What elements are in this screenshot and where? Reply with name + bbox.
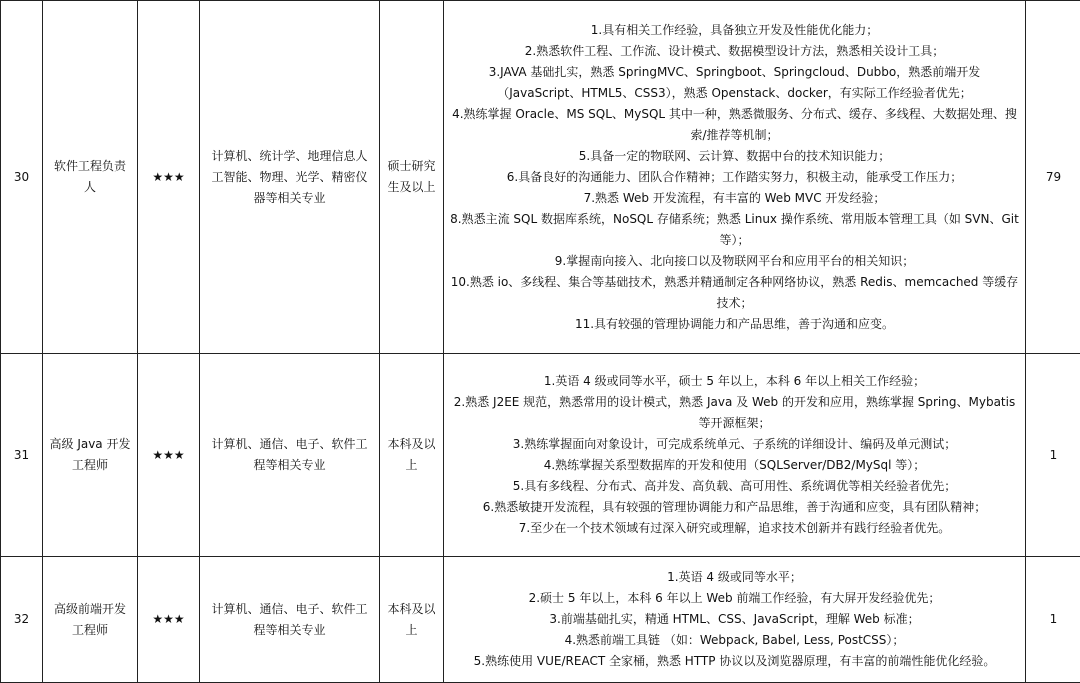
requirement-item: 4.熟练掌握 Oracle、MS SQL、MySQL 其中一种，熟悉微服务、分布式、缓存、多线程、大数据处理、搜索/推荐等机制；	[452, 106, 1017, 142]
table-row	[1, 1, 1080, 354]
table-row	[1, 354, 1080, 557]
requirement-item: 9.掌握南向接入、北向接口以及物联网平台和应用平台的相关知识；	[554, 253, 915, 268]
requirement-item: 5.熟练使用 VUE/REACT 全家桶，熟悉 HTTP 协议以及浏览器原理，有丰富的前端性能优化经验。	[473, 654, 996, 668]
requirement-item: 3.JAVA 基础扎实，熟悉 SpringMVC、Springboot、Springcloud、Dubbo，熟悉前端开发（JavaScript、HTML5、CSS3），熟悉 Openstack、docker，有实际工作经验者优先；	[488, 64, 981, 100]
requirement-item: 1.具有相关工作经验，具备独立开发及性能优化能力；	[590, 22, 879, 37]
requirement-item: 5.具备一定的物联网、云计算、数据中台的技术知识能力；	[578, 148, 891, 163]
requirement-item: 2.熟悉 J2EE 规范，熟悉常用的设计模式，熟悉 Java 及 Web 的开发和应用，熟练掌握 Spring、Mybatis 等开源框架；	[453, 395, 1016, 430]
position-number: 32	[1, 557, 43, 683]
requirement-item: 10.熟悉 io、多线程、集合等基础技术，熟悉并精通制定各种网络协议，熟悉 Redis、memcached 等缓存技术；	[450, 274, 1019, 310]
job-table-body	[1, 1, 1080, 683]
requirement-item: 3.前端基础扎实，精通 HTML、CSS、JavaScript，理解 Web 标准；	[549, 612, 920, 626]
requirement-item: 4.熟悉前端工具链 （如：Webpack, Babel, Less, PostCSS）；	[564, 633, 905, 647]
table-row	[1, 557, 1080, 683]
position-level: ★★★	[138, 557, 200, 683]
education-requirement: 本科及以上	[380, 557, 444, 683]
requirement-item: 2.熟悉软件工程、工作流、设计模式、数据模型设计方法，熟悉相关设计工具；	[524, 43, 945, 58]
requirement-item: 1.英语 4 级或同等水平，硕士 5 年以上，本科 6 年以上相关工作经验；	[543, 374, 926, 388]
requirement-item: 4.熟练掌握关系型数据库的开发和使用（SQLServer/DB2/MySql 等）；	[543, 458, 926, 472]
major-requirement: 计算机、统计学、地理信息人工智能、物理、光学、精密仪器等相关专业	[200, 1, 380, 354]
major-requirement: 计算机、通信、电子、软件工程等相关专业	[200, 354, 380, 557]
requirement-item: 7.熟悉 Web 开发流程，有丰富的 Web MVC 开发经验；	[583, 190, 886, 205]
requirement-item: 2.硕士 5 年以上，本科 6 年以上 Web 前端工作经验，有大屏开发经验优先；	[528, 591, 941, 605]
requirement-item: 3.熟练掌握面向对象设计，可完成系统单元、子系统的详细设计、编码及单元测试；	[512, 437, 957, 451]
job-requirements	[444, 557, 1026, 683]
major-requirement: 计算机、通信、电子、软件工程等相关专业	[200, 557, 380, 683]
requirement-item: 5.具有多线程、分布式、高并发、高负载、高可用性、系统调优等相关经验者优先；	[512, 479, 957, 493]
requirement-item: 6.具备良好的沟通能力、团队合作精神；工作踏实努力，积极主动，能承受工作压力；	[506, 169, 963, 184]
position-title: 高级 Java 开发工程师	[43, 354, 138, 557]
requirement-item: 1.英语 4 级或同等水平；	[667, 570, 802, 584]
education-requirement: 硕士研究生及以上	[380, 1, 444, 354]
job-requirements	[444, 354, 1026, 557]
position-title: 软件工程负责人	[43, 1, 138, 354]
position-level: ★★★	[138, 354, 200, 557]
position-number: 30	[1, 1, 43, 354]
education-requirement: 本科及以上	[380, 354, 444, 557]
requirement-item: 6.熟悉敏捷开发流程，具有较强的管理协调能力和产品思维，善于沟通和应变，具有团队精神；	[482, 500, 987, 514]
requirement-item: 8.熟悉主流 SQL 数据库系统，NoSQL 存储系统；熟悉 Linux 操作系统、常用版本管理工具（如 SVN、Git 等）；	[450, 211, 1019, 247]
headcount: 1	[1026, 354, 1080, 557]
position-number: 31	[1, 354, 43, 557]
position-title: 高级前端开发工程师	[43, 557, 138, 683]
headcount: 1	[1026, 557, 1080, 683]
requirement-item: 11.具有较强的管理协调能力和产品思维，善于沟通和应变。	[574, 316, 895, 331]
position-level: ★★★	[138, 1, 200, 354]
job-requirements	[444, 1, 1026, 354]
headcount: 79	[1026, 1, 1080, 354]
requirement-item: 7.至少在一个技术领域有过深入研究或理解，追求技术创新并有践行经验者优先。	[518, 521, 951, 535]
